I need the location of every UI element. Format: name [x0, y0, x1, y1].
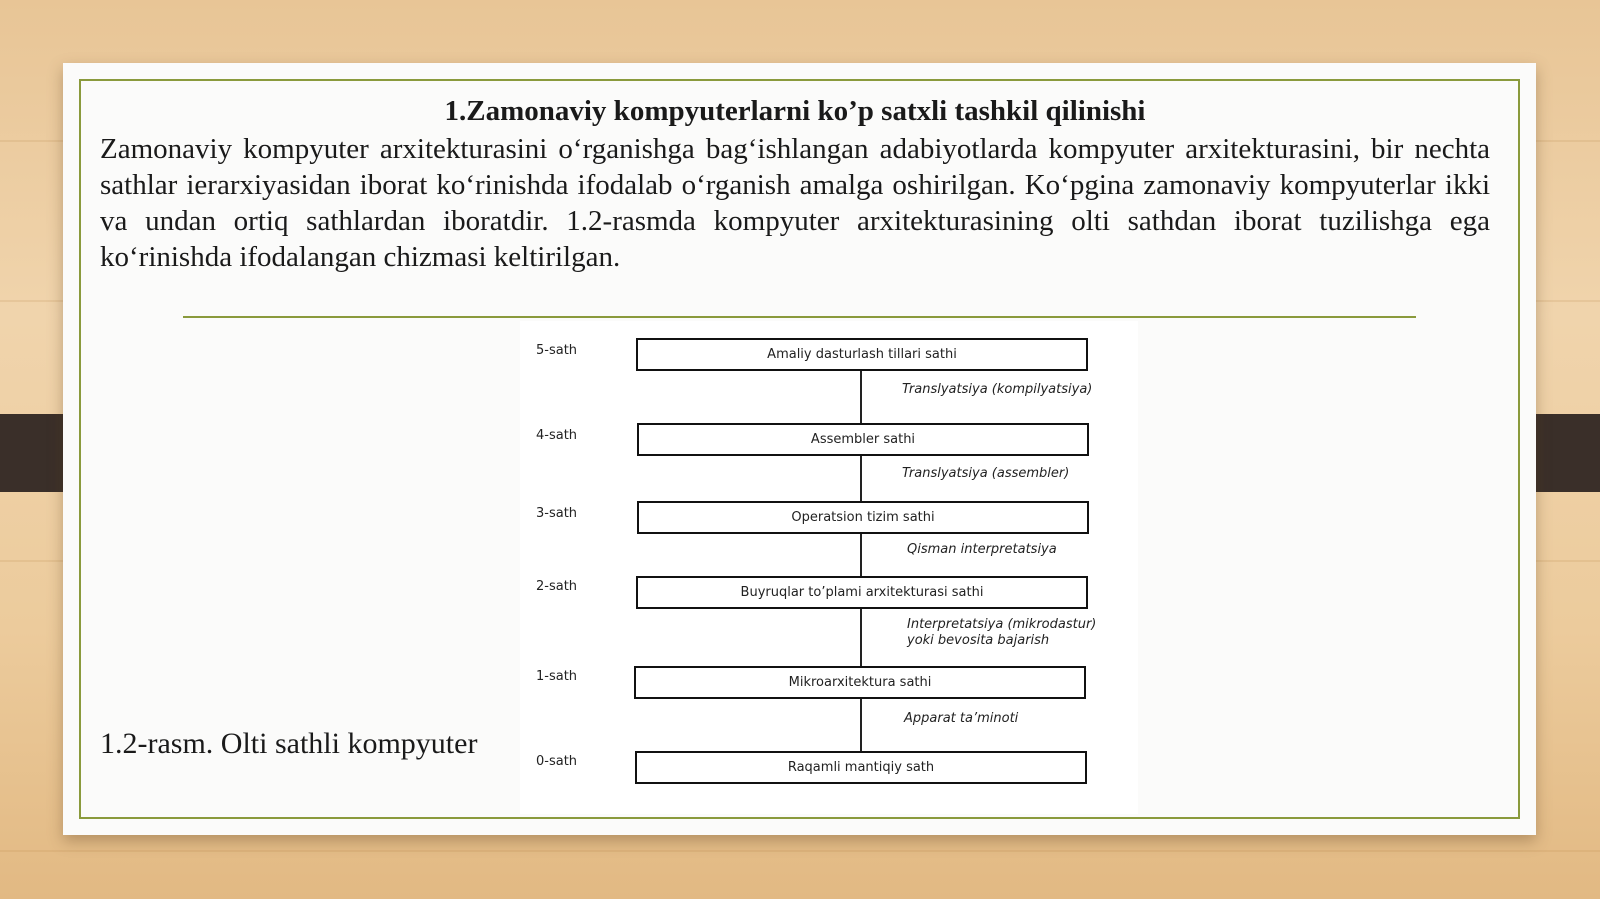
level-box: Raqamli mantiqiy sath	[635, 751, 1087, 784]
level-label: 0-sath	[536, 754, 578, 769]
level-label: 5-sath	[536, 343, 578, 358]
level-label: 4-sath	[536, 428, 578, 443]
connector-line	[860, 699, 862, 751]
level-box: Assembler sathi	[637, 423, 1089, 456]
transition-text: Apparat ta’minoti	[904, 711, 1019, 726]
level-box: Amaliy dasturlash tillari sathi	[636, 338, 1088, 371]
transition-note	[907, 542, 1057, 558]
slide-title: 1.Zamonaviy kompyuterlarni ko’p satxli tashkil qilinishi	[444, 95, 1146, 127]
transition-note	[904, 711, 1018, 727]
level-box: Buyruqlar to’plami arxitekturasi sathi	[636, 576, 1088, 609]
transition-note	[902, 466, 1069, 482]
transition-note	[902, 382, 1092, 398]
level-label: 3-sath	[536, 506, 578, 521]
slide-paragraph: Zamonaviy kompyuter arxitekturasini o‘rganishga bag‘ishlangan adabiyotlarda kompyuter arxitekturasini, bir nechta sathlar ierarxiyasidan iborat ko‘rinishda ifodalab o‘rganish amalga oshirilgan. Ko‘pgina zamonaviy kompyuterlar ikki va undan ortiq sathlardan iboratdir. 1.2-rasmda kompyuter arxitekturasining olti sathdan iborat tuzilishga ega ko‘rinishda ifodalangan chizmasi keltirilgan.	[100, 133, 1490, 273]
transition-note	[907, 617, 1096, 649]
levels-diagram	[520, 321, 1138, 814]
connector-line	[860, 534, 862, 576]
transition-text: Qisman interpretatsiya	[907, 542, 1057, 557]
figure-caption: 1.2-rasm. Olti sathli kompyuter	[100, 727, 478, 760]
level-label: 1-sath	[536, 669, 578, 684]
connector-line	[860, 371, 862, 423]
level-label: 2-sath	[536, 579, 578, 594]
transition-text: yoki bevosita bajarish	[907, 633, 1050, 648]
transition-text: Translyatsiya (kompilyatsiya)	[902, 382, 1093, 397]
level-box: Mikroarxitektura sathi	[634, 666, 1086, 699]
divider-rule	[183, 316, 1416, 318]
transition-text: Translyatsiya (assembler)	[902, 466, 1070, 481]
connector-line	[860, 609, 862, 666]
level-box: Operatsion tizim sathi	[637, 501, 1089, 534]
transition-text: Interpretatsiya (mikrodastur)	[907, 617, 1097, 632]
connector-line	[860, 456, 862, 501]
